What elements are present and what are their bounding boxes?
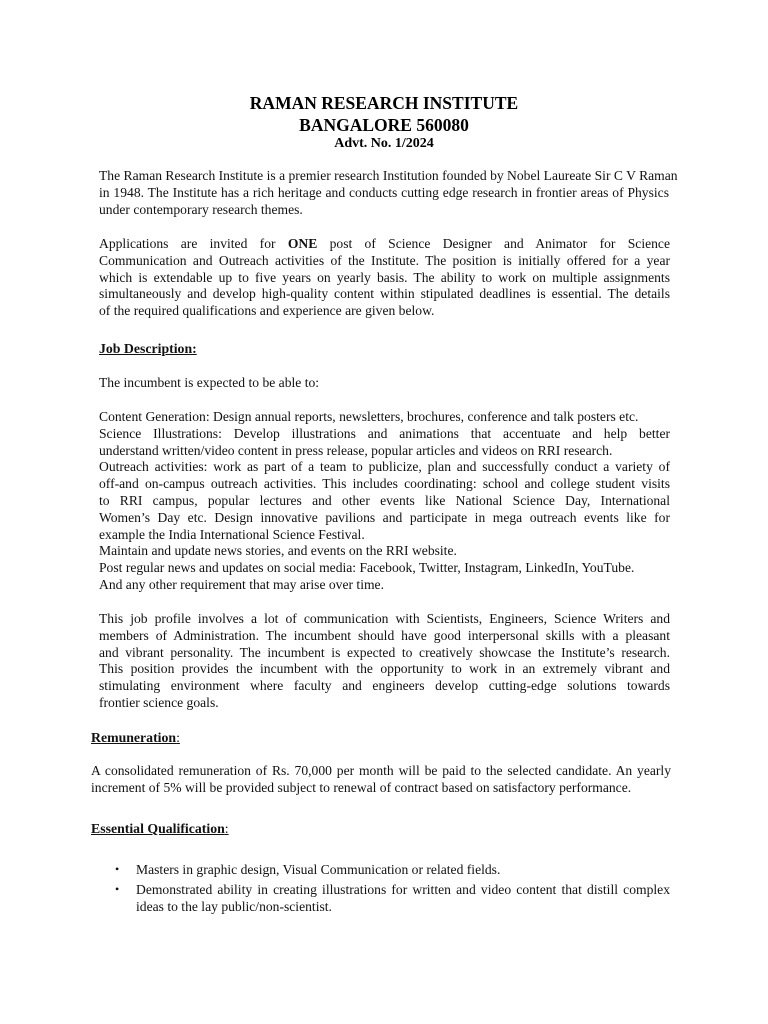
profile-line: stimulating environment where faculty and engineers develop cutting-edge solutions towards — [99, 678, 670, 694]
qualification-item-text: Demonstrated ability in creating illustrations for written and video content that distill complex ideas to the lay public/non-scientist. — [136, 882, 670, 914]
duty-line: Content Generation: Design annual reports, newsletters, brochures, conference and talk posters etc. — [99, 409, 639, 424]
intro-paragraph — [99, 168, 678, 218]
remuneration-paragraph — [91, 763, 671, 797]
job-profile-paragraph — [99, 611, 670, 712]
duty-line: Women’s Day etc. Design innovative pavilions and participate in mega outreach events like for — [99, 509, 670, 525]
qualification-item — [92, 861, 670, 878]
duty-line: understand written/video content in press release, popular articles and videos on RRI research. — [99, 442, 613, 458]
profile-line: This position provides the incumbent with the opportunity to work in an extremely vibrant and — [99, 661, 670, 677]
bullet-icon: • — [115, 882, 120, 896]
qualification-list — [92, 861, 670, 918]
profile-line: and vibrant personality. The incumbent is expected to creatively showcase the Institute’s research. — [99, 644, 670, 660]
duty-line: Maintain and update news stories, and events on the RRI website. — [99, 543, 457, 559]
applications-line: of the required qualifications and experience are given below. — [99, 303, 435, 319]
applications-line: simultaneously and develop high-quality content within stipulated deadlines is essential. The details — [99, 286, 670, 302]
duty-line: Post regular news and updates on social media: Facebook, Twitter, Instagram, LinkedIn, YouTube. — [99, 560, 635, 576]
job-duties — [99, 409, 670, 594]
duty-line: off-and on-campus outreach activities. This includes coordinating: school and college student visits — [99, 476, 670, 492]
duty-line: And any other requirement that may arise over time. — [99, 576, 384, 592]
qualification-title-text: Essential Qualification — [91, 821, 225, 836]
remuneration-title-colon: : — [176, 730, 180, 745]
qualification-item — [92, 881, 670, 915]
advertisement-number: Advt. No. 1/2024 — [334, 136, 434, 151]
duty-line: to RRI campus, popular lectures and other events like National Science Day, International — [99, 492, 670, 508]
intro-line: in 1948. The Institute has a rich heritage and conducts cutting edge research in frontier areas of Physics — [99, 184, 669, 200]
applications-line: Communication and Outreach activities of the Institute. The position is initially offered for a year — [99, 252, 670, 268]
qualification-title-colon: : — [224, 821, 229, 836]
qualification-title — [91, 820, 229, 837]
duty-line: example the India International Science Festival. — [99, 526, 365, 542]
remuneration-line: A consolidated remuneration of Rs. 70,000 per month will be paid to the selected candidate. An yearly — [91, 763, 671, 778]
institute-city: BANGALORE 560080 — [299, 115, 469, 135]
bullet-icon: • — [115, 862, 120, 876]
applications-line — [99, 236, 670, 253]
intro-line: The Raman Research Institute is a premier research Institution founded by Nobel Laureate Sir C V Raman — [99, 168, 678, 183]
profile-line: This job profile involves a lot of communication with Scientists, Engineers, Science Writers and — [99, 611, 670, 626]
institute-name: RAMAN RESEARCH INSTITUTE — [249, 93, 519, 113]
duty-line: Science Illustrations: Develop illustrations and animations that accentuate and help better — [99, 425, 670, 441]
profile-line: members of Administration. The incumbent should have good interpersonal skills with a pleasant — [99, 627, 670, 643]
job-description-lead-line: The incumbent is expected to be able to: — [99, 375, 320, 390]
job-description-title: Job Description: — [99, 341, 197, 356]
profile-line: frontier science goals. — [99, 694, 219, 710]
applications-line: which is extendable up to five years on yearly basis. The ability to work on multiple assignments — [99, 269, 670, 285]
qualification-item-text: Masters in graphic design, Visual Communication or related fields. — [136, 862, 501, 877]
applications-text-pre: Applications are invited for — [99, 236, 276, 251]
applications-paragraph — [99, 236, 670, 320]
applications-text-post: post of Science Designer and Animator for Science — [329, 236, 670, 251]
intro-line: under contemporary research themes. — [99, 201, 303, 217]
job-description-lead — [99, 375, 670, 392]
remuneration-line: increment of 5% will be provided subject to renewal of contract based on satisfactory performance. — [91, 779, 632, 795]
remuneration-title — [91, 729, 180, 746]
remuneration-title-text: Remuneration — [91, 730, 177, 745]
duty-line: Outreach activities: work as part of a team to publicize, plan and successfully conduct a variety of — [99, 459, 670, 475]
post-count: ONE — [287, 236, 318, 251]
